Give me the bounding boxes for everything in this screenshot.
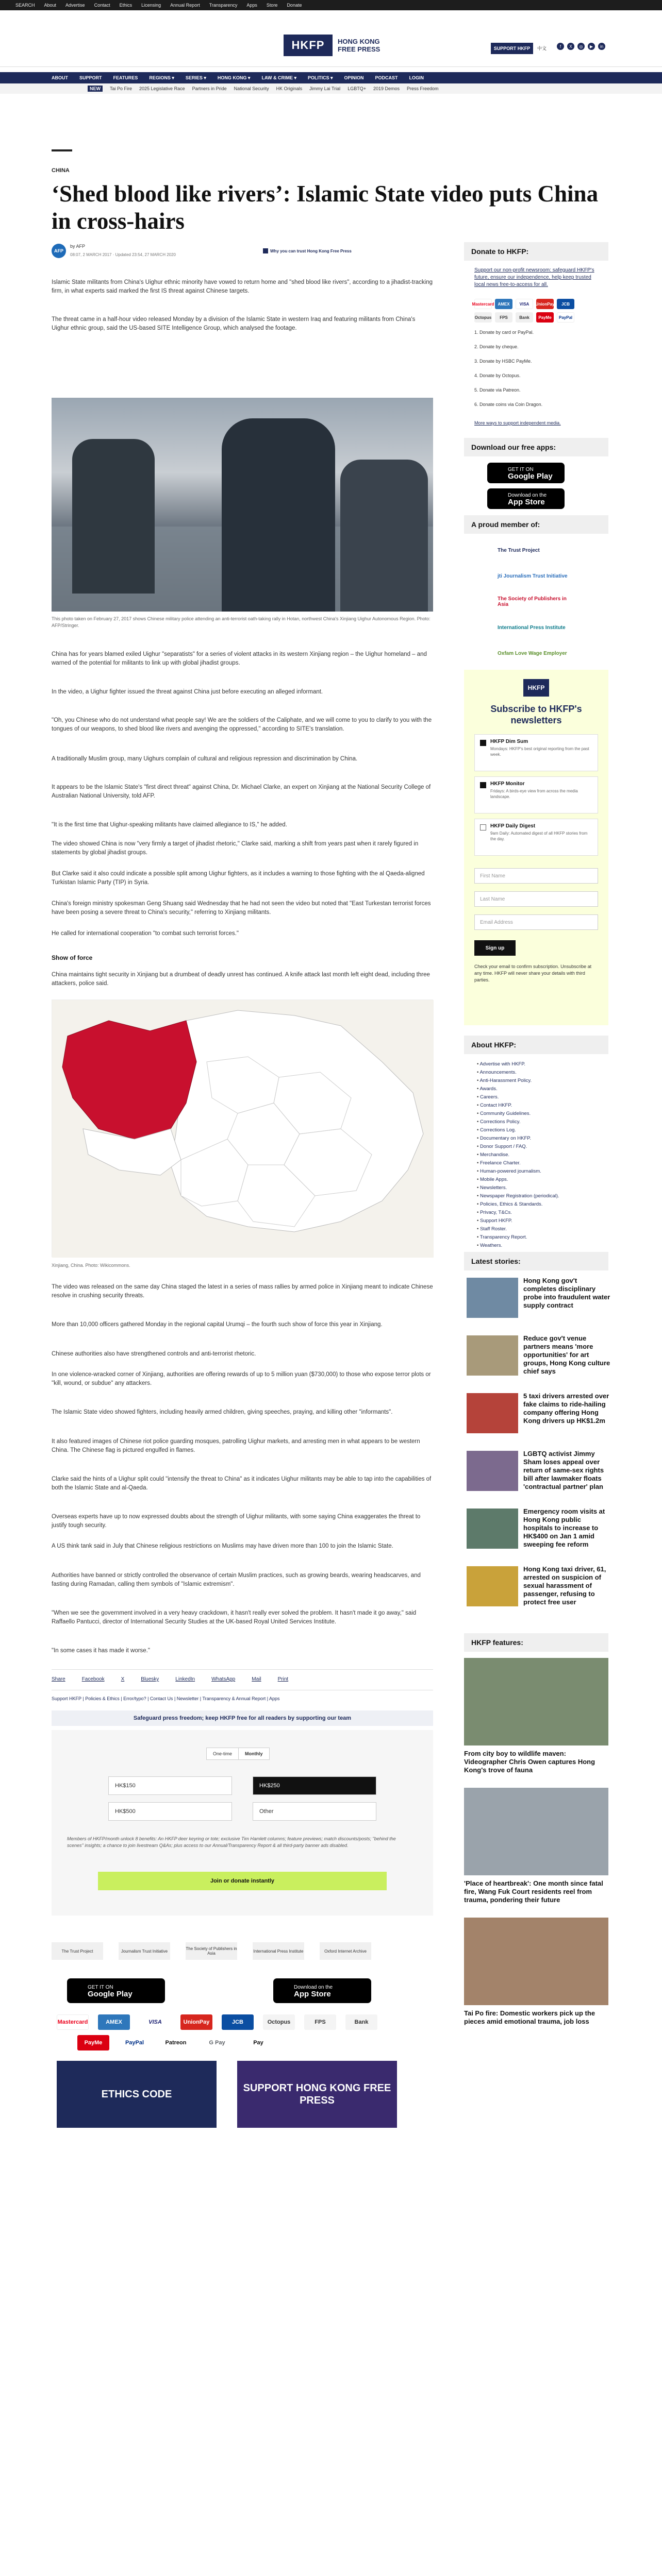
trending-link[interactable]: Tai Po Fire [110, 86, 133, 91]
trending-link[interactable]: HK Originals [276, 86, 303, 91]
story-title[interactable]: LGBTQ activist Jimmy Sham loses appeal over return of same-sex rights bill after lawmaker floats 'contractual partner' plan [523, 1450, 604, 1490]
photo-caption: This photo taken on February 27, 2017 shows Chinese military police attending an anti-terrorist oath-taking rally in Hotan, northwest China's Xinjiang Uighur Autonomous Region. Photo: AFP/Stringer. [52, 616, 431, 628]
utility-link-search[interactable]: SEARCH [15, 3, 35, 8]
partner-logo[interactable]: Journalism Trust Initiative [119, 1942, 170, 1960]
nav-item-hong-kong[interactable]: HONG KONG ▾ [217, 75, 251, 80]
article-paragraph: Clarke said the hints of a Uighur split could "intensify the threat to China" as it indicates Uighur militants may be able to tap into the capabilities of both the Islamic State and al-Qaeda. [52, 1476, 432, 1491]
xinjiang-map [52, 999, 433, 1257]
share-bluesky[interactable]: Bluesky [141, 1676, 159, 1682]
sign-up-button[interactable]: Sign up [474, 940, 516, 956]
youtube-icon[interactable]: ▶ [588, 43, 595, 50]
social-icons [557, 43, 605, 50]
utility-bar [0, 0, 662, 10]
story-title[interactable]: Emergency room visits at Hong Kong public hospitals to increase to HK$400 on Jan 1 amid sweeping fee reform [523, 1507, 605, 1548]
about-link[interactable]: • Transparency Report. [477, 1233, 606, 1242]
about-link[interactable]: • Privacy, T&Cs. [477, 1209, 606, 1217]
trending-bar [0, 83, 662, 94]
payment-icon: JCB [557, 299, 574, 309]
badge-small-text: Download on the [508, 493, 547, 498]
payment-logo: PayMe [77, 2035, 109, 2050]
about-link[interactable]: • Newsletters. [477, 1184, 606, 1192]
story-title[interactable]: Hong Kong gov't completes disciplinary probe into fraudulent water supply contract [523, 1277, 610, 1309]
nav-item-series[interactable]: SERIES ▾ [185, 75, 206, 80]
share-linkedin[interactable]: LinkedIn [175, 1676, 195, 1682]
story-thumbnail[interactable] [467, 1335, 518, 1376]
site-name[interactable]: HONG KONG FREE PRESS [338, 38, 380, 53]
partner-logos [52, 1937, 433, 1968]
payment-logo: JCB [222, 2014, 254, 2030]
utility-link-ethics[interactable]: Ethics [119, 3, 133, 8]
amount-option-selected[interactable]: HK$250 [253, 1776, 376, 1795]
payment-logo: UnionPay [180, 2014, 212, 2030]
site-logo[interactable]: HKFP [284, 35, 333, 56]
trending-link[interactable]: Press Freedom [406, 86, 439, 91]
about-link[interactable]: • Documentary on HKFP. [477, 1134, 606, 1143]
member-logo-oxfam[interactable]: Oxfam Love Wage Employer [498, 650, 567, 656]
payment-icon: FPS [495, 312, 512, 323]
newsletter-option-monitor[interactable] [474, 776, 598, 814]
member-logo-jti[interactable]: jti Journalism Trust Initiative [498, 573, 568, 579]
donate-option[interactable]: 5. Donate via Patreon. [474, 387, 521, 393]
about-link[interactable]: • Support HKFP. [477, 1217, 606, 1225]
about-link[interactable]: • Freelance Charter. [477, 1159, 606, 1167]
about-link[interactable]: • Careers. [477, 1093, 606, 1101]
article-paragraph: But Clarke said it also could indicate a possible split among Uighur fighters, as it includes a warning to those fighting with the al Qaeda-aligned Turkistan Islamic Party (TIP) in Syria. [52, 871, 425, 886]
utility-link-advertise[interactable]: Advertise [65, 3, 85, 8]
trending-link[interactable]: Partners in Pride [192, 86, 227, 91]
join-donate-button[interactable]: Join or donate instantly [98, 1872, 387, 1890]
badge-small-text: GET IT ON [508, 467, 534, 472]
nav-item-login[interactable]: LOGIN [409, 75, 424, 80]
share-print[interactable]: Print [277, 1676, 289, 1682]
site-header [0, 10, 662, 67]
newsletter-option-title: HKFP Dim Sum [490, 739, 528, 744]
article-paragraph: China has for years blamed exiled Uighur "separatists" for a series of violent attacks in its western Xinjiang region – the Uighur homeland – and warned of the potential for militants to link up with global jihadist groups. [52, 651, 427, 666]
nav-item-opinion[interactable]: OPINION [344, 75, 364, 80]
badge-small-text: GET IT ON [88, 1985, 113, 1990]
feature-story[interactable] [464, 1658, 608, 1774]
about-link[interactable]: • Awards. [477, 1085, 606, 1093]
ethics-code-promo[interactable]: ETHICS CODE [57, 2061, 217, 2128]
article-paragraph: "It is the first time that Uighur-speaking militants have claimed allegiance to IS," he added. [52, 822, 287, 828]
member-heading: A proud member of: [464, 515, 608, 534]
feature-story[interactable] [464, 1788, 608, 1904]
amount-option[interactable]: HK$500 [108, 1802, 232, 1821]
payment-logo: Patreon [160, 2035, 192, 2050]
feature-title[interactable]: From city boy to wildlife maven: Videographer Chris Owen captures Hong Kong's trove of fauna [464, 1750, 595, 1774]
badge-big-text: Google Play [88, 1990, 133, 1998]
sidebar-app-store-badge[interactable] [487, 488, 565, 509]
amount-option-other[interactable]: Other [253, 1802, 376, 1821]
about-link[interactable]: • Weathers. [477, 1242, 606, 1250]
partner-logo[interactable]: International Press Institute [253, 1942, 304, 1960]
more-ways-link[interactable]: More ways to support independent media. [474, 420, 561, 426]
article-paragraph: A US think tank said in July that Chinese religious restrictions on Muslims may have driven more than 100 to join the Islamic State. [52, 1543, 393, 1549]
utility-link-apps[interactable]: Apps [246, 3, 257, 8]
article-paragraph: The Islamic State video showed fighters, including heavily armed children, giving speeches, praying, and killing other "informants". [52, 1409, 393, 1415]
donate-widget [52, 1730, 433, 1916]
utility-link-transparency[interactable]: Transparency [209, 3, 238, 8]
main-nav [0, 72, 662, 83]
donate-option[interactable]: 4. Donate by Octopus. [474, 373, 521, 378]
latest-story[interactable] [467, 1392, 611, 1449]
nav-item-law-crime[interactable]: LAW & CRIME ▾ [261, 75, 296, 80]
share-whatsapp[interactable]: WhatsApp [211, 1676, 236, 1682]
article-paragraph: Islamic State militants from China's Uighur ethnic minority have vowed to return home and "shed blood like rivers", according to a jihadist-tracking firm, in what experts said marked the first IS threat against Chinese targets. [52, 279, 433, 294]
article-paragraph: Overseas experts have up to now expressed doubts about the strength of Uighur militants, with some saying China exaggerates the threat to justify tough security. [52, 1514, 421, 1529]
about-link[interactable]: • Mobile Apps. [477, 1176, 606, 1184]
about-link[interactable]: • Announcements. [477, 1069, 606, 1077]
newsletter-option-title: HKFP Monitor [490, 781, 525, 787]
utility-link-store[interactable]: Store [266, 3, 278, 8]
latest-story[interactable] [467, 1565, 611, 1622]
nav-item-about[interactable]: ABOUT [52, 75, 68, 80]
story-thumbnail[interactable] [467, 1278, 518, 1318]
donate-intro-link[interactable]: Support our non-profit newsroom: safeguard HKFP's future, ensure our independence, help keep trusted local news free-to-access for all. [474, 267, 594, 287]
nav-item-support[interactable]: SUPPORT [79, 75, 102, 80]
partner-logo[interactable]: Oxford Internet Archive [320, 1942, 371, 1960]
donate-option[interactable]: 2. Donate by cheque. [474, 344, 519, 349]
story-thumbnail[interactable] [467, 1451, 518, 1491]
nav-item-regions[interactable]: REGIONS ▾ [149, 75, 174, 80]
language-switch[interactable]: 中文 [537, 46, 547, 51]
payment-icon: PayPal [557, 312, 574, 323]
latest-story[interactable] [467, 1450, 611, 1506]
article-paragraph: He called for international cooperation "to combat such terrorist forces." [52, 930, 239, 937]
one-time-tab[interactable]: One-time [213, 1751, 233, 1756]
newsletter-option-daily-digest[interactable] [474, 819, 598, 856]
facebook-icon[interactable]: f [557, 43, 564, 50]
about-link[interactable]: • Advertise with HKFP. [477, 1060, 606, 1069]
title-rule [52, 149, 72, 151]
latest-story[interactable] [467, 1334, 611, 1391]
article-paragraph: In the video, a Uighur fighter issued the threat against China just before executing an alleged informant. [52, 689, 323, 695]
article-paragraph: "In some cases it has made it worse." [52, 1648, 150, 1654]
about-link[interactable]: • Donor Support / FAQ. [477, 1143, 606, 1151]
feature-image[interactable] [464, 1658, 608, 1745]
instagram-icon[interactable]: ◎ [577, 43, 585, 50]
article-paragraph: More than 10,000 officers gathered Monday in the regional capital Urumqi – the fourth such show of force this year in Xinjiang. [52, 1321, 383, 1328]
membership-note: Members of HKFP/month unlock 8 benefits: An HKFP deer keyring or tote; exclusive Tim Hamlett columns; feature previews; match discounts/posts; "behind the scenes" insights; a chance to join livestream Q&As; plus access to our Annual/Transparency Report & all third-party banner ads disabled. [67, 1836, 396, 1848]
nav-item-features[interactable]: FEATURES [113, 75, 138, 80]
article-category[interactable]: CHINA [52, 167, 70, 174]
donate-frequency-toggle [206, 1748, 270, 1760]
photo-figure [222, 418, 335, 612]
payment-logo: Pay [242, 2035, 274, 2050]
article-paragraph: It appears to be the Islamic State's "first direct threat" against China, Dr. Michael Clarke, an expert on Xinjiang at the National Security College of Australian National University, told AFP. [52, 784, 431, 799]
newsletter-option-title: HKFP Daily Digest [490, 823, 536, 829]
story-thumbnail[interactable] [467, 1566, 518, 1606]
about-link[interactable]: • Staff Roster. [477, 1225, 606, 1233]
shield-icon [263, 248, 268, 253]
byline [52, 240, 433, 260]
support-hkfp-button[interactable]: SUPPORT HKFP [491, 43, 533, 54]
first-name-input[interactable]: First Name [474, 868, 598, 884]
utility-link-licensing[interactable]: Licensing [141, 3, 161, 8]
about-heading: About HKFP: [464, 1036, 608, 1054]
newsletter-option-dim-sum[interactable] [474, 734, 598, 771]
payment-icon: Mastercard [474, 299, 492, 309]
story-title[interactable]: Reduce gov't venue partners means 'more opportunities' for art groups, Hong Kong culture chief says [523, 1334, 610, 1375]
payment-icon: UnionPay [536, 299, 554, 309]
checkbox-checked[interactable] [480, 740, 486, 746]
app-store-badge[interactable] [273, 1978, 371, 2003]
donate-intro [474, 267, 603, 289]
trending-link[interactable]: 2025 Legislative Race [139, 86, 185, 91]
publish-date: 08:07, 2 MARCH 2017 · Updated 23:54, 27 MARCH 2020 [70, 252, 176, 257]
article-paragraph: "When we see the government involved in a very heavy crackdown, it hasn't really ever solved the problem. It hasn't made it go away," said Raffaello Pantucci, director of International Security Studies at the UK-based Royal United Services Institute. [52, 1610, 417, 1625]
payment-icon: AMEX [495, 299, 512, 309]
payment-logo: PayPal [119, 2035, 151, 2050]
about-link[interactable]: • Corrections Policy. [477, 1118, 606, 1126]
payment-icon: PayMe [536, 312, 554, 323]
latest-story[interactable] [467, 1507, 611, 1564]
author-avatar[interactable]: AFP [52, 244, 66, 258]
about-link[interactable]: • Community Guidelines. [477, 1110, 606, 1118]
trending-link[interactable]: Jimmy Lai Trial [309, 86, 341, 91]
story-thumbnail[interactable] [467, 1393, 518, 1433]
payment-logo: AMEX [98, 2014, 130, 2030]
feature-image[interactable] [464, 1788, 608, 1875]
share-x[interactable]: X [121, 1676, 125, 1682]
support-links[interactable]: Support HKFP | Policies & Ethics | Error/typo? | Contact Us | Newsletter | Transparency & Annual Report | Apps [52, 1696, 280, 1701]
map-svg [52, 1000, 434, 1258]
donate-option[interactable]: 6. Donate coins via Coin Dragon. [474, 402, 543, 407]
about-link[interactable]: • Contact HKFP. [477, 1101, 606, 1110]
badge-big-text: App Store [508, 498, 545, 506]
about-link[interactable]: • Human-powered journalism. [477, 1167, 606, 1176]
payment-logo: VISA [139, 2014, 171, 2030]
apps-heading: Download our free apps: [464, 438, 608, 456]
story-thumbnail[interactable] [467, 1509, 518, 1549]
linkedin-icon[interactable]: in [598, 43, 605, 50]
google-play-badge[interactable] [67, 1978, 165, 2003]
nav-item-podcast[interactable]: PODCAST [375, 75, 398, 80]
newsletter-option-desc: Fridays: A birds-eye view from across the media landscape. [490, 789, 578, 799]
newsletter-title: Subscribe to HKFP's newsletters [490, 704, 582, 725]
sidebar-google-play-badge[interactable] [487, 463, 565, 483]
divider [52, 1669, 433, 1670]
payment-icon: Bank [516, 312, 533, 323]
support-promo[interactable]: SUPPORT HONG KONG FREE PRESS [237, 2061, 397, 2128]
article-paragraph: China maintains tight security in Xinjiang but a drumbeat of deadly unrest has continued. A knife attack last month left eight dead, including three attackers, police said. [52, 972, 430, 987]
utility-link-donate[interactable]: Donate [287, 3, 302, 8]
latest-heading: Latest stories: [464, 1252, 608, 1270]
about-link[interactable]: • Policies, Ethics & Standards. [477, 1200, 606, 1209]
payment-logo: Mastercard [57, 2014, 89, 2030]
payment-logo: Octopus [263, 2014, 295, 2030]
about-link[interactable]: • Corrections Log. [477, 1126, 606, 1134]
share-mail[interactable]: Mail [252, 1676, 261, 1682]
member-logo-sopa[interactable]: The Society of Publishers in Asia [498, 596, 567, 607]
badge-big-text: App Store [294, 1990, 331, 1998]
payment-icon: Octopus [474, 312, 492, 323]
article-photo [52, 398, 433, 612]
share-bar [52, 1676, 433, 1682]
trust-link[interactable] [263, 248, 352, 253]
newsletter-option-desc: 9am Daily: Automated digest of all HKFP stories from the day. [490, 831, 588, 841]
donate-option[interactable]: 3. Donate by HSBC PayMe. [474, 359, 532, 364]
story-title[interactable]: 5 taxi drivers arrested over fake claims to ride-hailing company offering Hong Kong drivers up HK$1.2m [523, 1392, 609, 1425]
story-title[interactable]: Hong Kong taxi driver, 61, arrested on suspicion of sexual harassment of passenger, refusing to protect free user [523, 1565, 606, 1606]
share-facebook[interactable]: Facebook [81, 1676, 105, 1682]
member-logo-trust-project[interactable]: The Trust Project [498, 547, 540, 553]
article-paragraph: China's foreign ministry spokesman Geng Shuang said Wednesday that he had not seen the video but noted that "East Turkestan terrorist forces have been posing a severe threat to China's security," referring to Xinjiang militants. [52, 901, 431, 916]
photo-figure [72, 439, 155, 594]
email-input[interactable]: Email Address [474, 914, 598, 930]
payment-logo: FPS [304, 2014, 336, 2030]
article-paragraph: The video showed China is now "very firmly a target of jihadist rhetoric," Clarke said, marking a shift from years past when it rarely figured in statements by global jihadist groups. [52, 841, 419, 856]
article-paragraph: Authorities have banned or strictly controlled the observance of certain Muslim practices, such as growing beards, wearing headscarves, and fasting during Ramadan, calling them symbols of "Islamic extremism". [52, 1572, 421, 1587]
article-title: ‘Shed blood like rivers’: Islamic State video puts China in cross-hairs [52, 181, 599, 234]
map-caption: Xinjiang, China. Photo: Wikicommons. [52, 1263, 130, 1268]
checkbox-checked[interactable] [480, 782, 486, 788]
article-paragraph: Chinese authorities also have strengthened controls and anti-terrorist rhetoric. [52, 1351, 256, 1357]
payment-logo: Bank [345, 2014, 377, 2030]
article-paragraph: "Oh, you Chinese who do not understand what people say! We are the soldiers of the Caliphate, and we will come to you to clarify to you with the tongues of our weapons, to shed blood like rivers and avenging the oppressed," according to SITE's translation. [52, 717, 432, 732]
author-name[interactable]: by AFP [70, 244, 86, 249]
about-list [477, 1060, 606, 1250]
newsletter-logo: HKFP [523, 679, 549, 697]
checkbox-unchecked[interactable] [480, 824, 486, 831]
safeguard-banner[interactable]: Safeguard press freedom; keep HKFP free for all readers by supporting our team [52, 1710, 433, 1726]
article-paragraph: In one violence-wracked corner of Xinjiang, authorities are offering rewards of up to 5 million yuan ($730,000) to those who expose terror plots or "kill, wound, or subdue" any attackers. [52, 1371, 431, 1386]
feature-title[interactable]: 'Place of heartbreak': One month since fatal fire, Wang Fuk Court residents reel from trauma, pondering their future [464, 1879, 603, 1904]
latest-story[interactable] [467, 1277, 611, 1333]
subheading: Show of force [52, 954, 93, 961]
utility-link-about[interactable]: About [44, 3, 57, 8]
badge-small-text: Download on the [294, 1985, 333, 1990]
badge-big-text: Google Play [508, 472, 553, 481]
trending-link[interactable]: LGBTQ+ [347, 86, 366, 91]
feature-story[interactable] [464, 1918, 608, 2026]
newsletter-option-desc: Mondays: HKFP's best original reporting from the past week. [490, 747, 589, 757]
payment-logo: G Pay [201, 2035, 233, 2050]
about-link[interactable]: • Merchandise. [477, 1151, 606, 1159]
feature-title[interactable]: Tai Po fire: Domestic workers pick up the pieces amid emotional trauma, job loss [464, 2009, 595, 2025]
payment-icon: VISA [516, 299, 533, 309]
article-paragraph: The threat came in a half-hour video released Monday by a division of the Islamic State in western Iraq and featuring militants from China's Uighur ethnic group, said the US-based SITE Intelligence Group, which analysed the footage. [52, 316, 416, 331]
photo-figure [340, 460, 428, 612]
article-paragraph: It also featured images of Chinese riot police guarding mosques, patrolling Uighur markets, and arresting men in what appears to be western China. The Chinese flag is pictured engulfed in flames. [52, 1438, 420, 1453]
about-link[interactable]: • Newspaper Registration (periodical). [477, 1192, 606, 1200]
amount-option[interactable]: HK$150 [108, 1776, 232, 1795]
features-heading: HKFP features: [464, 1633, 608, 1652]
donate-heading: Donate to HKFP: [464, 242, 608, 261]
newsletter-note: Check your email to confirm subscription. Unsubscribe at any time. HKFP will never share your details with third parties. [474, 964, 592, 982]
partner-logo[interactable]: The Trust Project [52, 1942, 103, 1960]
monthly-tab[interactable]: Monthly [238, 1748, 269, 1759]
about-link[interactable]: • Anti-Harassment Policy. [477, 1077, 606, 1085]
article-paragraph: A traditionally Muslim group, many Uighurs complain of cultural and religious repression and discrimination by China. [52, 756, 358, 762]
share-label: Share [52, 1676, 65, 1682]
feature-image[interactable] [464, 1918, 608, 2005]
nav-item-politics[interactable]: POLITICS ▾ [307, 75, 333, 80]
partner-logo[interactable]: The Society of Publishers in Asia [186, 1942, 237, 1960]
new-badge: NEW [88, 86, 103, 92]
trending-link[interactable]: National Security [234, 86, 269, 91]
article-paragraph: The video was released on the same day China staged the latest in a series of mass rallies by armed police in Xinjiang meant to indicate Chinese resolve in crushing security threats. [52, 1284, 433, 1299]
donate-option[interactable]: 1. Donate by card or PayPal. [474, 330, 534, 335]
member-logo-ipi[interactable]: International Press Institute [498, 624, 566, 631]
last-name-input[interactable]: Last Name [474, 891, 598, 907]
newsletter-signup [464, 670, 608, 1025]
twitter-icon[interactable]: X [567, 43, 574, 50]
utility-link-contact[interactable]: Contact [94, 3, 110, 8]
trending-link[interactable]: 2019 Demos [373, 86, 400, 91]
trust-link-label: Why you can trust Hong Kong Free Press [270, 249, 352, 253]
utility-link-annual-report[interactable]: Annual Report [170, 3, 200, 8]
